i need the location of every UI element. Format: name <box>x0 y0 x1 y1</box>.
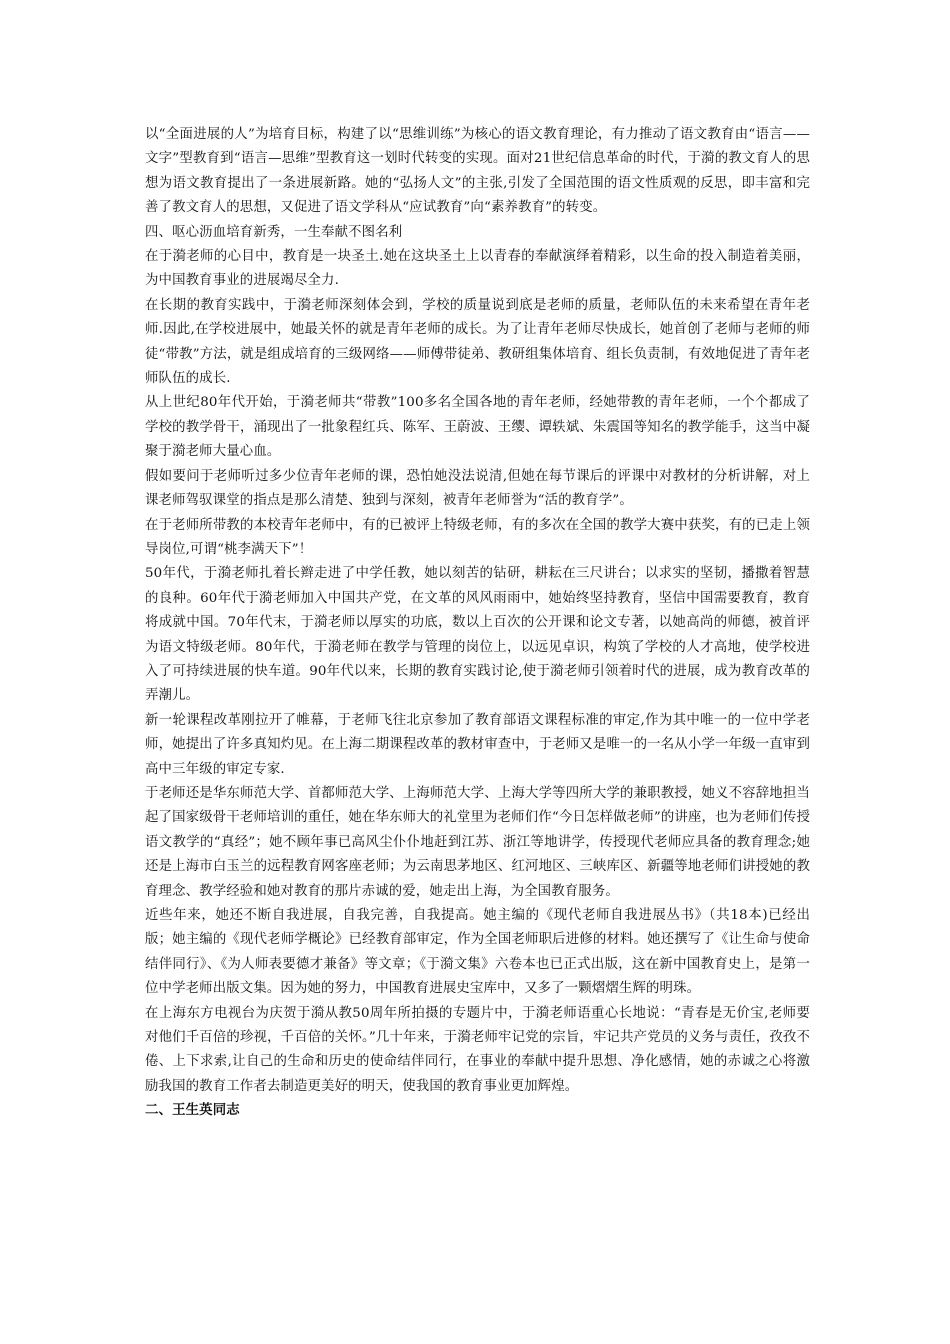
section-heading: 四、呕心沥血培育新秀，一生奉献不图名利 <box>145 224 403 240</box>
next-section-heading: 二、王生英同志 <box>145 1103 240 1119</box>
intro-paragraph: 以“全面进展的人”为培育目标，构建了以“思维训练”为核心的语文教育理论，有力推动了语文教育由“语言——文字”型教育到“语言—思维”型教育这一划时代转变的实现。面对21世纪信息革命的时代，于漪的教文育人的思想为语文教育提出了一条进展新路。她的“弘扬人文”的主张,引发了全国范围的语文性质观的反思，即丰富和完善了教文育人的思想，又促进了语文学科从“应试教育”向“素养教育”的转变。 <box>145 127 810 216</box>
body-paragraph: 近些年来，她还不断自我进展，自我完善，自我提高。她主编的《现代老师自我进展丛书》（共18本)已经出版；她主编的《现代老师学概论》已经教育部审定，作为全国老师职后进修的材料。她还撰写了《让生命与使命结伴同行》、《为人师表要德才兼备》等文章；《于漪文集》六卷本也已正式出版，这在新中国教育史上，是第一位中学老师出版文集。因为她的努力，中国教育进展史宝库中，又多了一颗熠熠生辉的明珠。 <box>145 908 810 997</box>
body-paragraph: 从上世纪80年代开始，于漪老师共“带教”100多名全国各地的青年老师，经她带教的青年老师，一个个都成了学校的教学骨干，涌现出了一批象程红兵、陈军、王蔚波、王缨、谭轶斌、朱震国等知名的教学能手，这当中凝聚于漪老师大量心血。 <box>145 395 810 460</box>
body-paragraph: 在于漪老师的心目中，教育是一块圣土.她在这块圣土上以青春的奉献演绎着精彩，以生命的投入制造着美丽，为中国教育事业的进展竭尽全力. <box>145 249 810 289</box>
document-page <box>145 123 810 1124</box>
body-paragraph: 在长期的教育实践中，于漪老师深刻体会到，学校的质量说到底是老师的质量，老师队伍的未来希望在青年老师.因此,在学校进展中，她最关怀的就是青年老师的成长。为了让青年老师尽快成长，她首创了老师与老师的师徒“带教”方法，就是组成培育的三级网络——师傅带徒弟、教研组集体培育、组长负责制，有效地促进了青年老师队伍的成长. <box>145 297 810 387</box>
body-paragraph: 假如要问于老师听过多少位青年老师的课，恐怕她没法说清,但她在每节课后的评课中对教材的分析讲解，对上课老师驾驭课堂的指点是那么清楚、独到与深刻，被青年老师誉为“活的教育学”。 <box>145 468 810 509</box>
body-paragraph: 在上海东方电视台为庆贺于漪从教50周年所拍摄的专题片中，于漪老师语重心长地说：“青春是无价宝,老师要对他们千百倍的珍视，千百倍的关怀。”几十年来，于漪老师牢记党的宗旨，牢记共产党员的义务与责任，孜孜不倦、上下求索,让自己的生命和历史的使命结伴同行，在事业的奉献中提升思想、净化感情，她的赤诚之心将激励我国的教育工作者去制造更美好的明天，使我国的教育事业更加辉煌。 <box>145 1005 810 1094</box>
body-paragraph: 在于老师所带教的本校青年老师中，有的已被评上特级老师，有的多次在全国的教学大赛中获奖，有的已走上领导岗位,可谓“桃李满天下”！ <box>145 517 810 557</box>
body-paragraph: 于老师还是华东师范大学、首都师范大学、上海师范大学、上海大学等四所大学的兼职教授，她义不容辞地担当起了国家级骨干老师培训的重任，她在华东师大的礼堂里为老师们作“今日怎样做老师”的讲座，也为老师们传授语文教学的“真经”；她不顾年事已高风尘仆仆地赶到江苏、浙江等地讲学，传授现代老师应具备的教育理念;她还是上海市白玉兰的远程教育网客座老师；为云南思茅地区、红河地区、三峡库区、新疆等地老师们讲授她的教育理念、教学经验和她对教育的那片赤诚的爱，她走出上海，为全国教育服务。 <box>145 785 810 899</box>
body-paragraph: 新一轮课程改革刚拉开了帷幕，于老师飞往北京参加了教育部语文课程标准的审定,作为其中唯一的一位中学老师，她提出了许多真知灼见。在上海二期课程改革的教材审查中，于老师又是唯一的一名从小学一年级一直审到高中三年级的审定专家. <box>145 712 810 777</box>
body-paragraph: 50年代，于漪老师扎着长辫走进了中学任教，她以刻苦的钻研，耕耘在三尺讲台；以求实的坚韧，播撒着智慧的良种。60年代于漪老师加入中国共产党，在文革的风风雨雨中，她始终坚持教育，坚信中国需要教育，教育将成就中国。70年代末，于漪老师以厚实的功底，数以上百次的公开课和论文专著，以她高尚的师德，被首评为语文特级老师。80年代，于漪老师在教学与管理的岗位上，以远见卓识，构筑了学校的人才高地，使学校进入了可持续进展的快车道。90年代以来，长期的教育实践讨论,使于漪老师引领着时代的进展，成为教育改革的弄潮儿。 <box>145 566 810 704</box>
